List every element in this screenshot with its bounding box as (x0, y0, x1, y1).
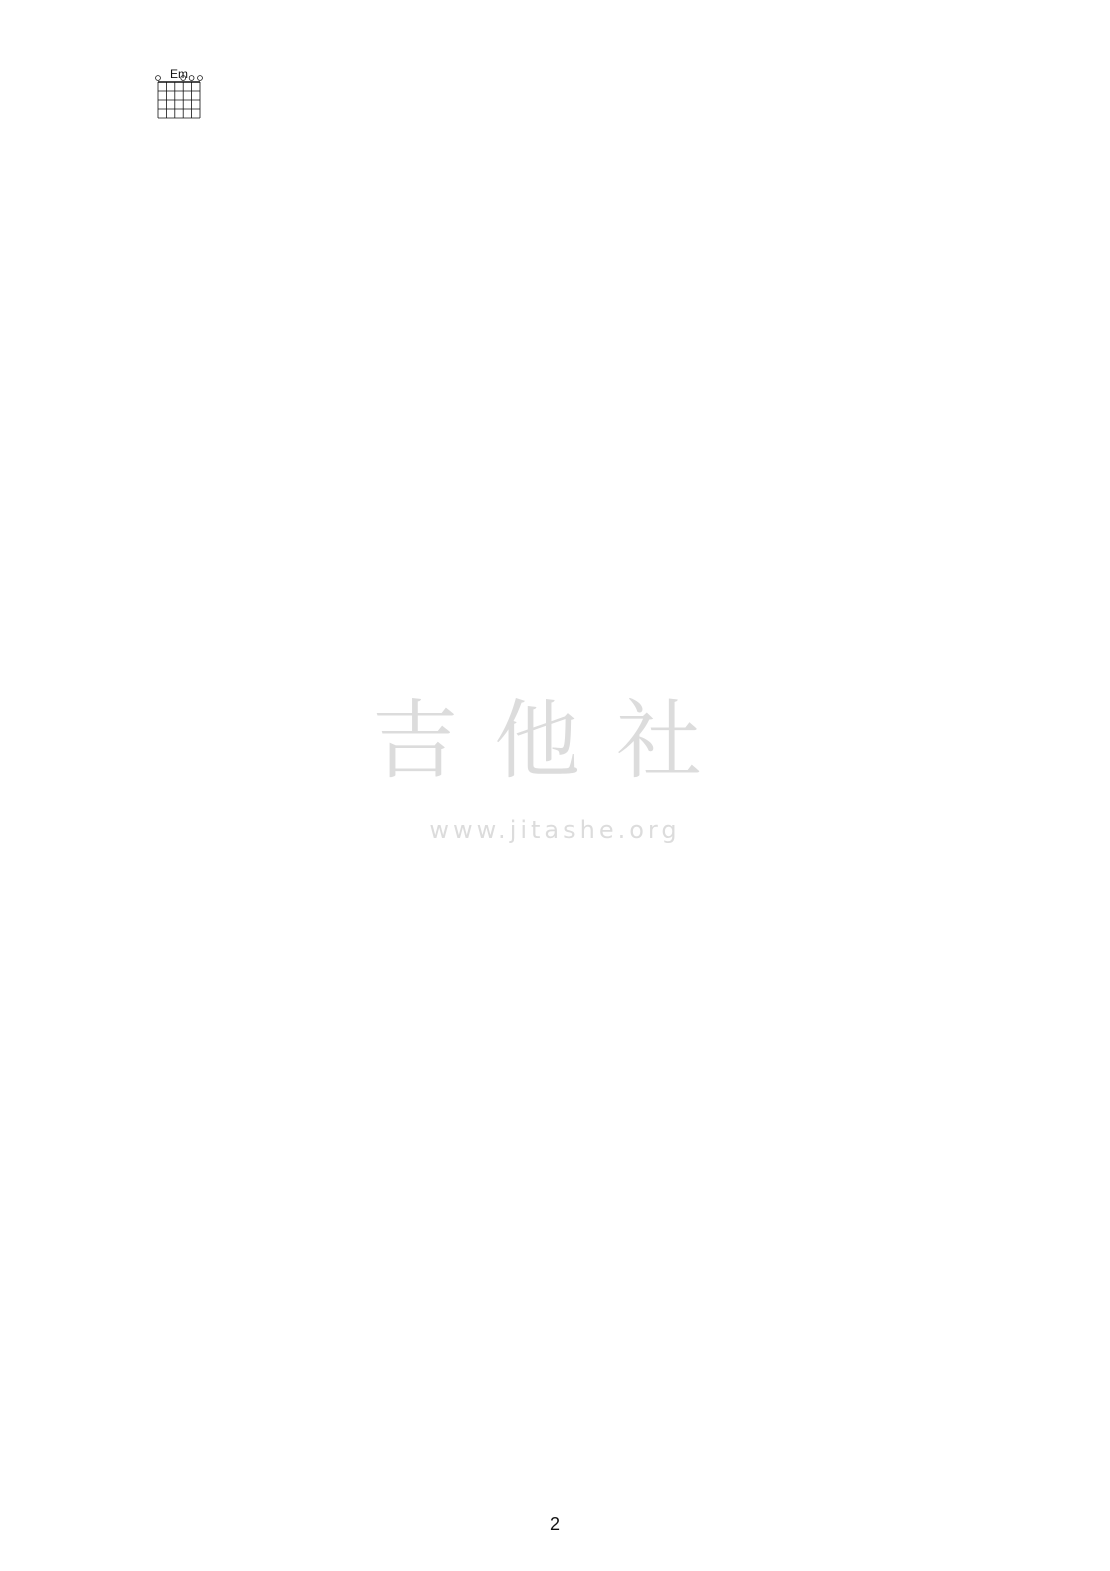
watermark-url: www.jitashe.org (429, 816, 681, 844)
tab-systems (156, 67, 203, 118)
open-string-marker (156, 76, 161, 81)
chord-diagram (156, 76, 203, 118)
open-string-marker (189, 76, 194, 81)
page-number: 2 (549, 1514, 561, 1534)
tab-system (156, 67, 203, 118)
chord-name: Em (170, 67, 188, 81)
open-string-marker (198, 76, 203, 81)
watermark-logo-text: 吉他社 (372, 691, 738, 791)
watermark (372, 691, 738, 844)
